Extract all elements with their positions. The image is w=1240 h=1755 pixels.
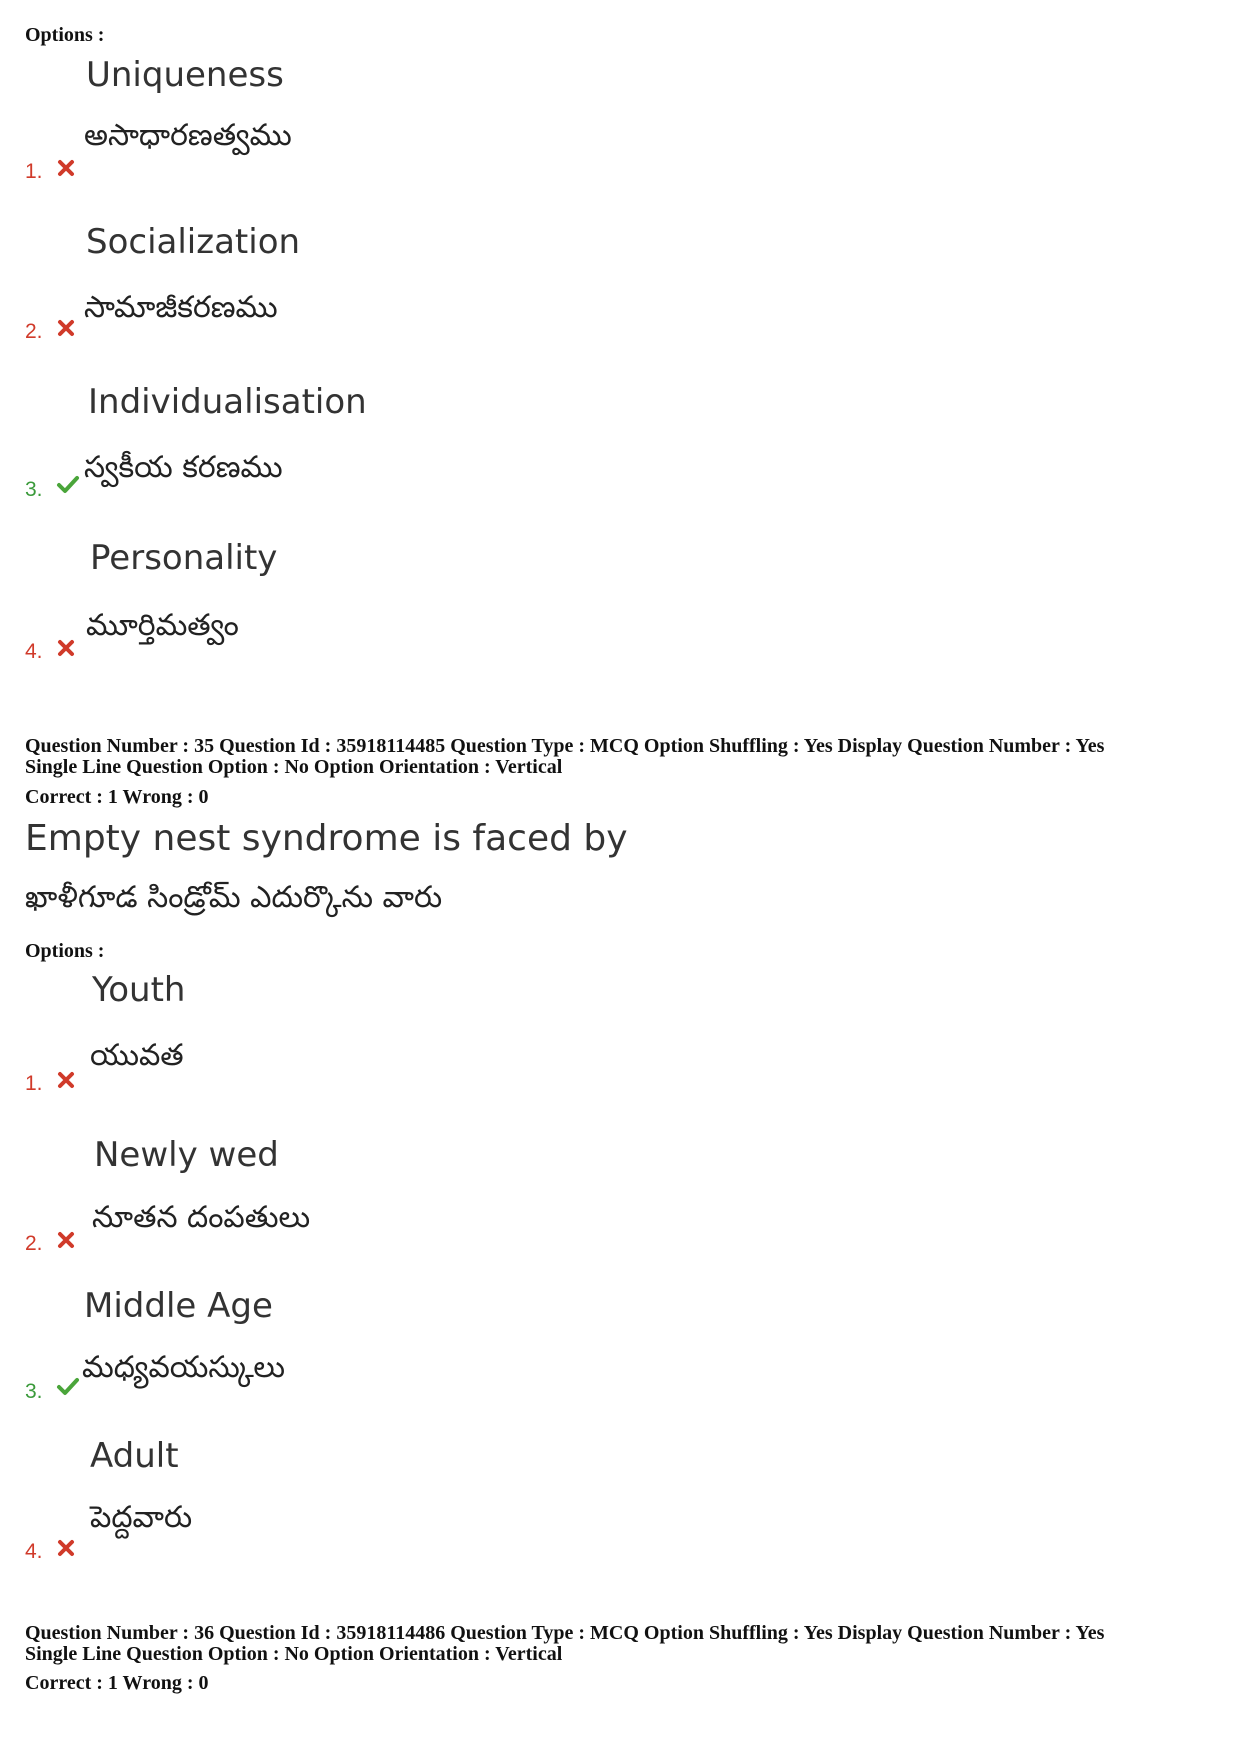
option-2-telugu: సామాజీకరణము	[84, 290, 278, 325]
options-label: Options :	[25, 940, 105, 962]
option-4-telugu: పెద్దవారు	[90, 1500, 193, 1535]
question-36-meta-line-2: Single Line Question Option : No Option Orientation : Vertical	[25, 1643, 563, 1665]
option-3-telugu: మధ్యవయస్కులు	[82, 1350, 286, 1385]
question-35-text-english: Empty nest syndrome is faced by	[25, 818, 628, 859]
option-4-english: Adult	[90, 1436, 179, 1476]
option-1-telugu: అసాధారణత్వము	[84, 118, 292, 153]
option-4-number: 4.	[25, 1540, 43, 1563]
question-35-meta-line-2: Single Line Question Option : No Option Orientation : Vertical	[25, 756, 563, 778]
option-2-number: 2.	[25, 1232, 43, 1255]
cross-icon	[56, 318, 76, 338]
options-label: Options :	[25, 24, 105, 46]
option-4-number: 4.	[25, 640, 43, 663]
option-1-number: 1.	[25, 160, 43, 183]
option-2-number: 2.	[25, 320, 43, 343]
check-icon	[56, 474, 80, 494]
option-3-telugu: స్వకీయ కరణము	[84, 450, 283, 485]
cross-icon	[56, 1070, 76, 1090]
option-3-english: Middle Age	[84, 1286, 273, 1326]
option-1-english: Youth	[92, 970, 186, 1010]
cross-icon	[56, 158, 76, 178]
option-2-english: Newly wed	[94, 1135, 279, 1175]
question-35-text-telugu: ఖాళీగూడ సిండ్రోమ్ ఎదుర్కొను వారు	[25, 880, 443, 915]
question-35-meta-line-1: Question Number : 35 Question Id : 35918114485 Question Type : MCQ Option Shuffling : Yes Display Question Number : Yes	[25, 735, 1105, 757]
option-3-english: Individualisation	[88, 382, 367, 422]
cross-icon	[56, 638, 76, 658]
option-2-telugu: నూతన దంపతులు	[92, 1200, 311, 1235]
option-1-number: 1.	[25, 1072, 43, 1095]
option-3-number: 3.	[25, 1380, 43, 1403]
check-icon	[56, 1376, 80, 1396]
option-2-english: Socialization	[86, 222, 301, 262]
cross-icon	[56, 1538, 76, 1558]
question-36-meta-line-1: Question Number : 36 Question Id : 35918114486 Question Type : MCQ Option Shuffling : Yes Display Question Number : Yes	[25, 1622, 1105, 1644]
option-3-number: 3.	[25, 478, 43, 501]
option-4-telugu: మూర్తిమత్వం	[86, 608, 239, 643]
option-1-telugu: యువత	[90, 1038, 184, 1073]
question-35-score: Correct : 1 Wrong : 0	[25, 786, 209, 808]
question-36-score: Correct : 1 Wrong : 0	[25, 1672, 209, 1694]
option-4-english: Personality	[90, 538, 278, 578]
option-1-english: Uniqueness	[86, 55, 284, 95]
cross-icon	[56, 1230, 76, 1250]
